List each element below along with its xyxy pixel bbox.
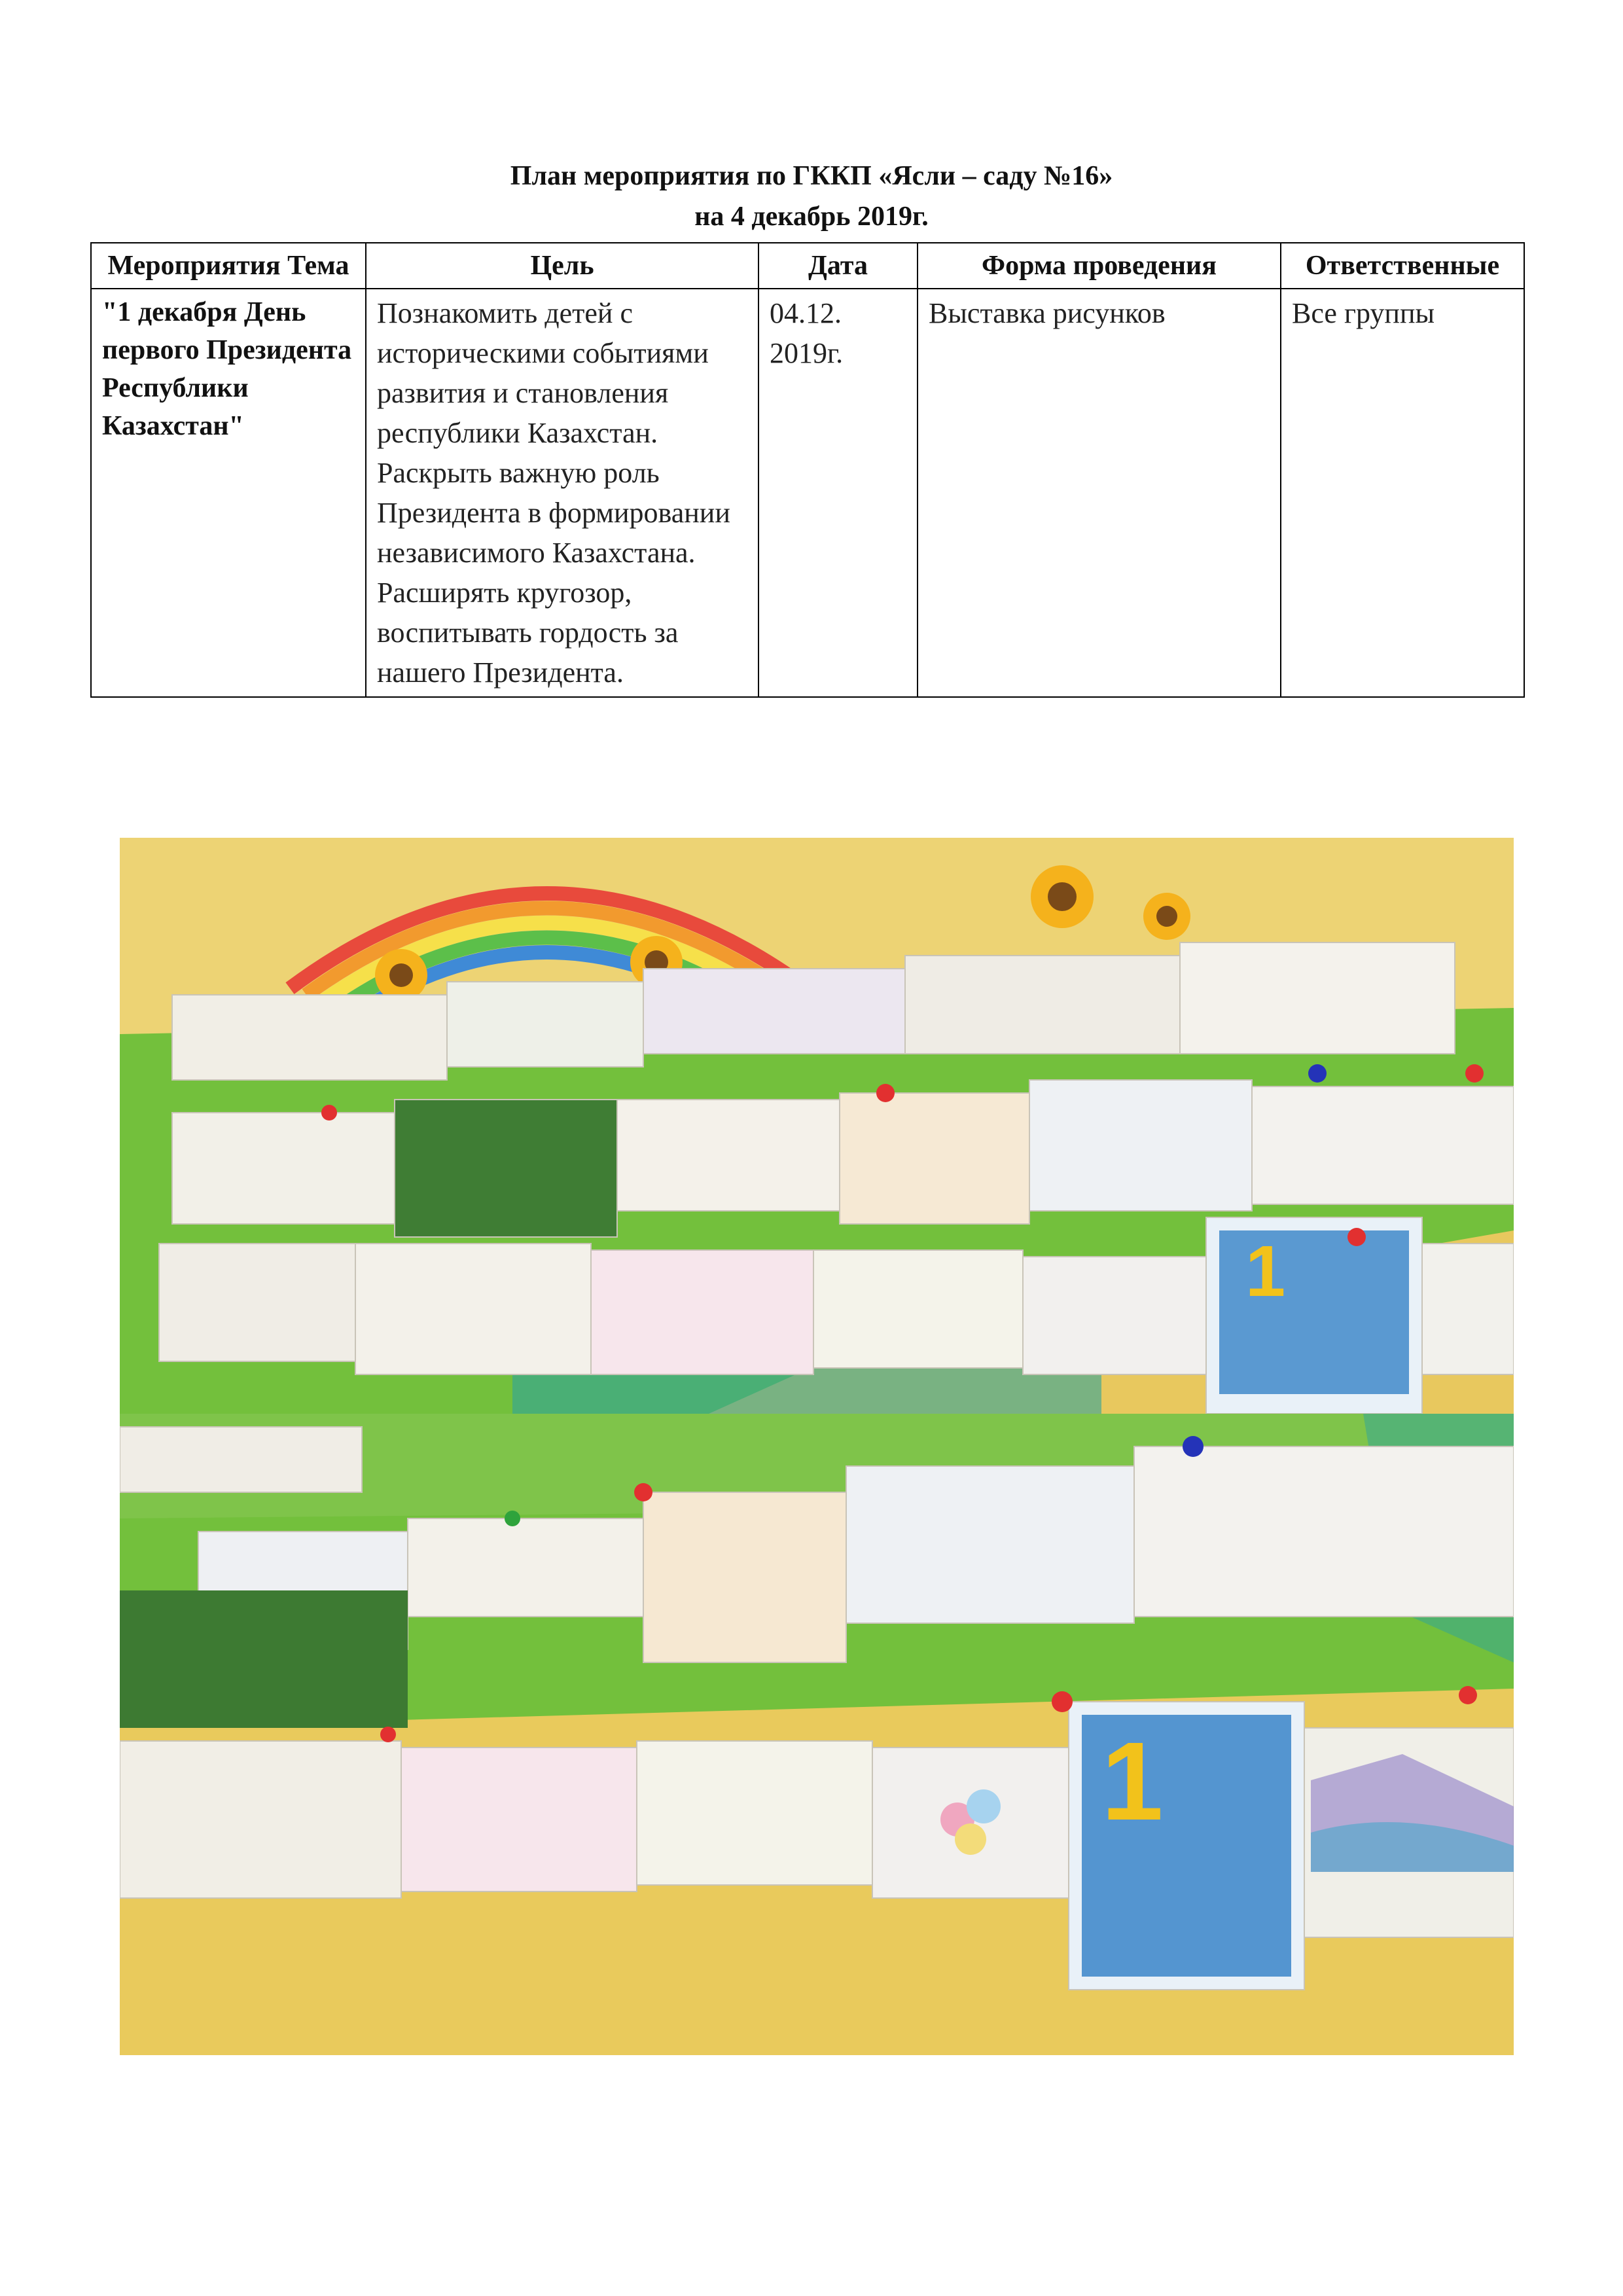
cell-goal: Познакомить детей с историческими событиями развития и становления республики Казахстан. Раскрыть важную роль Президента в формировании независимого Казахстана. Расширять кругозор, воспитывать гордость за нашего Президента. <box>366 289 758 697</box>
header-form: Форма проведения <box>918 243 1281 289</box>
document-title: План мероприятия по ГККП «Ясли – саду №16» <box>510 161 1113 191</box>
exhibition-photo-1 <box>120 838 1514 1414</box>
cell-date: 04.12. 2019г. <box>758 289 918 697</box>
event-plan-table <box>90 242 1525 698</box>
photo-icon <box>120 838 1514 1414</box>
table-row <box>91 289 1524 697</box>
header-date: Дата <box>758 243 918 289</box>
cell-theme: "1 декабря День первого Президента Республики Казахстан" <box>91 289 366 697</box>
photo-icon <box>120 1414 1514 2055</box>
svg-text:1: 1 <box>1245 1231 1286 1312</box>
header-goal: Цель <box>366 243 758 289</box>
document-date-subtitle: на 4 декабрь 2019г. <box>694 202 929 232</box>
cell-form: Выставка рисунков <box>918 289 1281 697</box>
cell-responsible: Все группы <box>1281 289 1524 697</box>
header-theme: Мероприятия Тема <box>91 243 366 289</box>
svg-text:1: 1 <box>1101 1719 1164 1844</box>
exhibition-photo-2 <box>120 1414 1514 2055</box>
table-header-row <box>91 243 1524 289</box>
header-responsible: Ответственные <box>1281 243 1524 289</box>
